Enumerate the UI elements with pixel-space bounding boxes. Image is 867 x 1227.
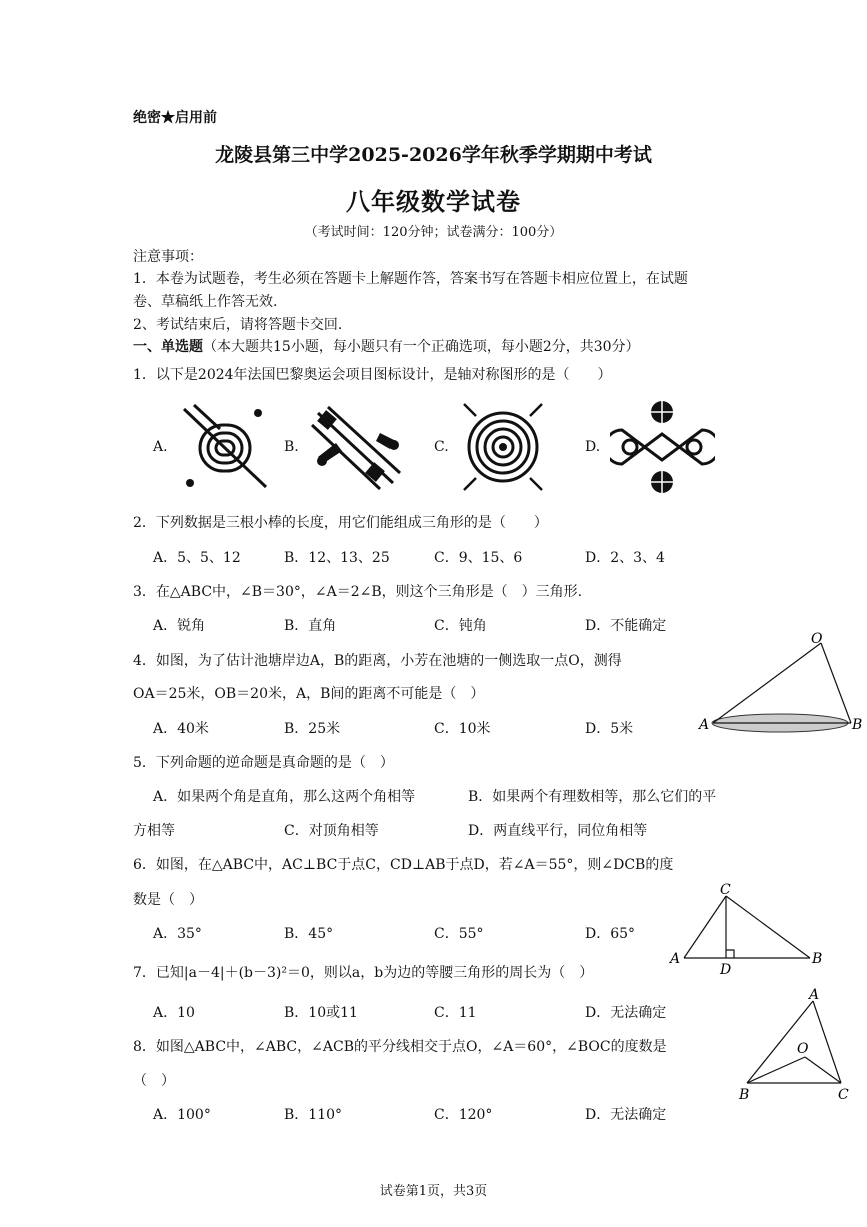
- q4-option-a: A．40米: [153, 721, 209, 737]
- angle-bisector-diagram: [735, 985, 855, 1105]
- alt-label-b: B: [812, 951, 823, 967]
- section-heading: [133, 336, 640, 356]
- section-desc: （本大题共15小题，每小题只有一个正确选项，每小题2分，共30分）: [203, 339, 640, 355]
- question-1-stem: 1．以下是2024年法国巴黎奥运会项目图标设计，是轴对称图形的是（ ）: [133, 367, 612, 383]
- archery-target-icon: [456, 398, 551, 496]
- q7-option-b: B．10或11: [284, 1005, 358, 1021]
- pond-label-b: B: [852, 717, 863, 733]
- alt-label-a: A: [670, 951, 681, 967]
- q7-option-d: D．无法确定: [585, 1005, 667, 1021]
- q6-option-a: A．35°: [153, 926, 202, 942]
- q7-option-c: C．11: [434, 1005, 477, 1021]
- pond-diagram: [695, 625, 865, 740]
- question-6-stem-cont: 数是（ ）: [133, 892, 203, 908]
- q6-option-c: C．55°: [434, 926, 484, 942]
- bis-label-a: A: [809, 987, 820, 1003]
- q5-option-c: C．对顶角相等: [284, 823, 379, 839]
- bis-label-b: B: [739, 1087, 750, 1103]
- subject-title: 八年级数学试卷: [346, 187, 521, 216]
- q7-option-a: A．10: [153, 1005, 195, 1021]
- alt-label-d: D: [720, 962, 732, 978]
- q3-option-a: A．锐角: [153, 618, 206, 634]
- notice-item-1: 1．本卷为试题卷，考生必须在答题卡上解题作答，答案书写在答题卡相应位置上，在试题: [133, 271, 688, 287]
- q5-option-a: A．如果两个角是直角，那么这两个角相等: [153, 789, 416, 805]
- question-4-stem: 4．如图，为了估计池塘岸边A，B的距离，小芳在池塘的一侧选取一点O，测得: [133, 653, 622, 669]
- alt-label-c: C: [720, 882, 731, 898]
- school-title: 龙陵县第三中学2025-2026学年秋季学期期中考试: [215, 144, 652, 166]
- q5-option-d: D．两直线平行，同位角相等: [468, 823, 648, 839]
- notice-heading: 注意事项：: [133, 249, 203, 265]
- question-3-stem: 3．在△ABC中，∠B＝30°，∠A＝2∠B，则这个三角形是（ ）三角形.: [133, 584, 583, 600]
- section-title: 一、单选题: [133, 339, 203, 355]
- q3-option-b: B．直角: [284, 618, 337, 634]
- q2-option-d: D．2、3、4: [585, 550, 665, 566]
- q4-option-d: D．5米: [585, 721, 634, 737]
- q1-option-a-label: A.: [153, 439, 168, 455]
- q1-option-d-label: D.: [585, 439, 601, 455]
- q2-option-a: A．5、5、12: [153, 550, 241, 566]
- confidential-label: 绝密★启用前: [133, 110, 217, 126]
- q6-option-b: B．45°: [284, 926, 334, 942]
- basketball-icon: [610, 400, 715, 495]
- bis-label-o: O: [797, 1041, 809, 1057]
- q2-option-c: C．9、15、6: [434, 550, 523, 566]
- bis-label-c: C: [838, 1087, 849, 1103]
- pond-label-a: A: [699, 717, 710, 733]
- notice-item-1-cont: 卷、草稿纸上作答无效.: [133, 294, 278, 310]
- q4-option-c: C．10米: [434, 721, 491, 737]
- question-5-stem: 5．下列命题的逆命题是真命题的是（ ）: [133, 755, 394, 771]
- exam-info: （考试时间：120分钟；试卷满分：100分）: [304, 225, 563, 240]
- pond-label-o: O: [811, 631, 823, 647]
- q4-option-b: B．25米: [284, 721, 341, 737]
- question-8-stem: 8．如图△ABC中，∠ABC，∠ACB的平分线相交于点O，∠A＝60°，∠BOC的度数是: [133, 1039, 667, 1055]
- q3-option-d: D．不能确定: [585, 618, 667, 634]
- question-8-stem-cont: （ ）: [133, 1073, 175, 1089]
- q1-option-b-label: B.: [284, 439, 299, 455]
- q8-option-b: B．110°: [284, 1107, 343, 1123]
- triangle-abc-altitude-diagram: [668, 878, 828, 978]
- notice-item-2: 2、考试结束后，请将答题卡交回.: [133, 317, 343, 333]
- q8-option-c: C．120°: [434, 1107, 493, 1123]
- q5-option-b: B．如果两个有理数相等，那么它们的平: [468, 789, 717, 805]
- question-7-stem: 7．已知|a－4|＋(b－3)²＝0，则以a，b为边的等腰三角形的周长为（ ）: [133, 965, 594, 981]
- q8-option-a: A．100°: [153, 1107, 211, 1123]
- question-6-stem: 6．如图，在△ABC中，AC⊥BC于点C，CD⊥AB于点D，若∠A＝55°，则∠DCB的度: [133, 857, 674, 873]
- badminton-icon: [308, 403, 403, 493]
- athletics-track-icon: [180, 403, 270, 493]
- q5-option-b-cont: 方相等: [133, 823, 175, 839]
- q2-option-b: B．12、13、25: [284, 550, 390, 566]
- q1-option-c-label: C.: [434, 439, 449, 455]
- q6-option-d: D．65°: [585, 926, 636, 942]
- question-4-stem-cont: OA＝25米，OB＝20米，A，B间的距离不可能是（ ）: [133, 686, 485, 702]
- question-2-stem: 2．下列数据是三根小棒的长度，用它们能组成三角形的是（ ）: [133, 515, 548, 531]
- q3-option-c: C．钝角: [434, 618, 487, 634]
- q8-option-d: D．无法确定: [585, 1107, 667, 1123]
- page-footer: 试卷第1页，共3页: [379, 1184, 488, 1199]
